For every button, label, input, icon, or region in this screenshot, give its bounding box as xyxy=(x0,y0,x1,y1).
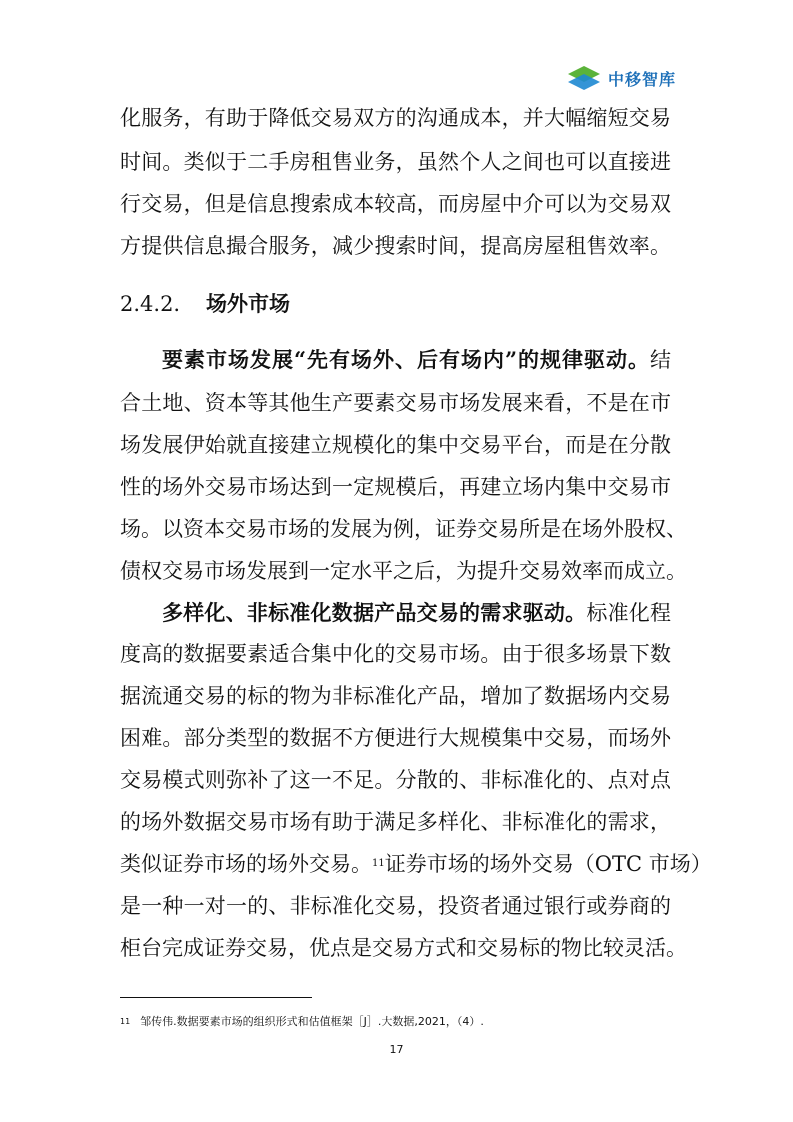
footnote-ref[interactable]: 11 xyxy=(372,858,385,869)
section-title: 场外市场 xyxy=(206,291,290,316)
header-logo xyxy=(566,62,676,94)
paragraph-line: 场。以资本交易市场的发展为例，证券交易所是在场外股权、 xyxy=(120,517,687,541)
page-number: 17 xyxy=(389,1043,404,1056)
section-heading xyxy=(120,290,290,318)
paragraph-line: 合土地、资本等其他生产要素交易市场发展来看，不是在市 xyxy=(120,391,671,415)
paragraph-lead-line xyxy=(162,346,671,374)
logo-text: 中移智库 xyxy=(608,69,677,89)
paragraph-line: 度高的数据要素适合集中化的交易市场。由于很多场景下数 xyxy=(120,642,671,666)
paragraph-line: 场发展伊始就直接建立规模化的集中交易平台，而是在分散 xyxy=(120,433,671,457)
footnote-text: 邹传伟.数据要素市场的组织形式和估值框架［J］.大数据,2021，（4）. xyxy=(140,1015,484,1028)
footnote-separator xyxy=(120,997,312,998)
paragraph-line: 行交易，但是信息搜索成本较高，而房屋中介可以为交易双 xyxy=(120,192,671,216)
paragraph-lead: 多样化、非标准化数据产品交易的需求驱动。 xyxy=(162,600,587,625)
paragraph-line: 化服务，有助于降低交易双方的沟通成本，并大幅缩短交易 xyxy=(120,106,671,130)
lead-tail: 结 xyxy=(650,348,671,372)
line-text: 证券市场的场外交易（OTC 市场） xyxy=(384,852,712,876)
paragraph-line: 柜台完成证券交易，优点是交易方式和交易标的物比较灵活。 xyxy=(120,936,687,960)
paragraph-lead-line xyxy=(162,599,671,627)
line-text: 类似证券市场的场外交易。 xyxy=(120,852,372,876)
footnote-mark: 11 xyxy=(120,1017,131,1026)
section-number: 2.4.2. xyxy=(120,292,181,316)
paragraph-lead: 要素市场发展“先有场外、后有场内”的规律驱动。 xyxy=(162,347,650,372)
paragraph-line: 的场外数据交易市场有助于满足多样化、非标准化的需求， xyxy=(120,810,671,834)
paragraph-line: 时间。类似于二手房租售业务，虽然个人之间也可以直接进 xyxy=(120,150,671,174)
paragraph-line: 是一种一对一的、非标准化交易，投资者通过银行或券商的 xyxy=(120,894,671,918)
paragraph-line: 交易模式则弥补了这一不足。分散的、非标准化的、点对点 xyxy=(120,768,671,792)
paragraph-line: 性的场外交易市场达到一定规模后，再建立场内集中交易市 xyxy=(120,475,671,499)
paragraph-line: 据流通交易的标的物为非标准化产品，增加了数据场内交易 xyxy=(120,684,671,708)
lead-tail: 标准化程 xyxy=(586,601,672,625)
footnote xyxy=(120,1014,484,1030)
paragraph-line: 债权交易市场发展到一定水平之后，为提升交易效率而成立。 xyxy=(120,559,687,583)
logo-icon xyxy=(566,62,602,94)
paragraph-line: 方提供信息撮合服务，减少搜索时间，提高房屋租售效率。 xyxy=(120,234,671,258)
paragraph-line: 困难。部分类型的数据不方便进行大规模集中交易，而场外 xyxy=(120,726,671,750)
paragraph-line xyxy=(120,850,712,878)
